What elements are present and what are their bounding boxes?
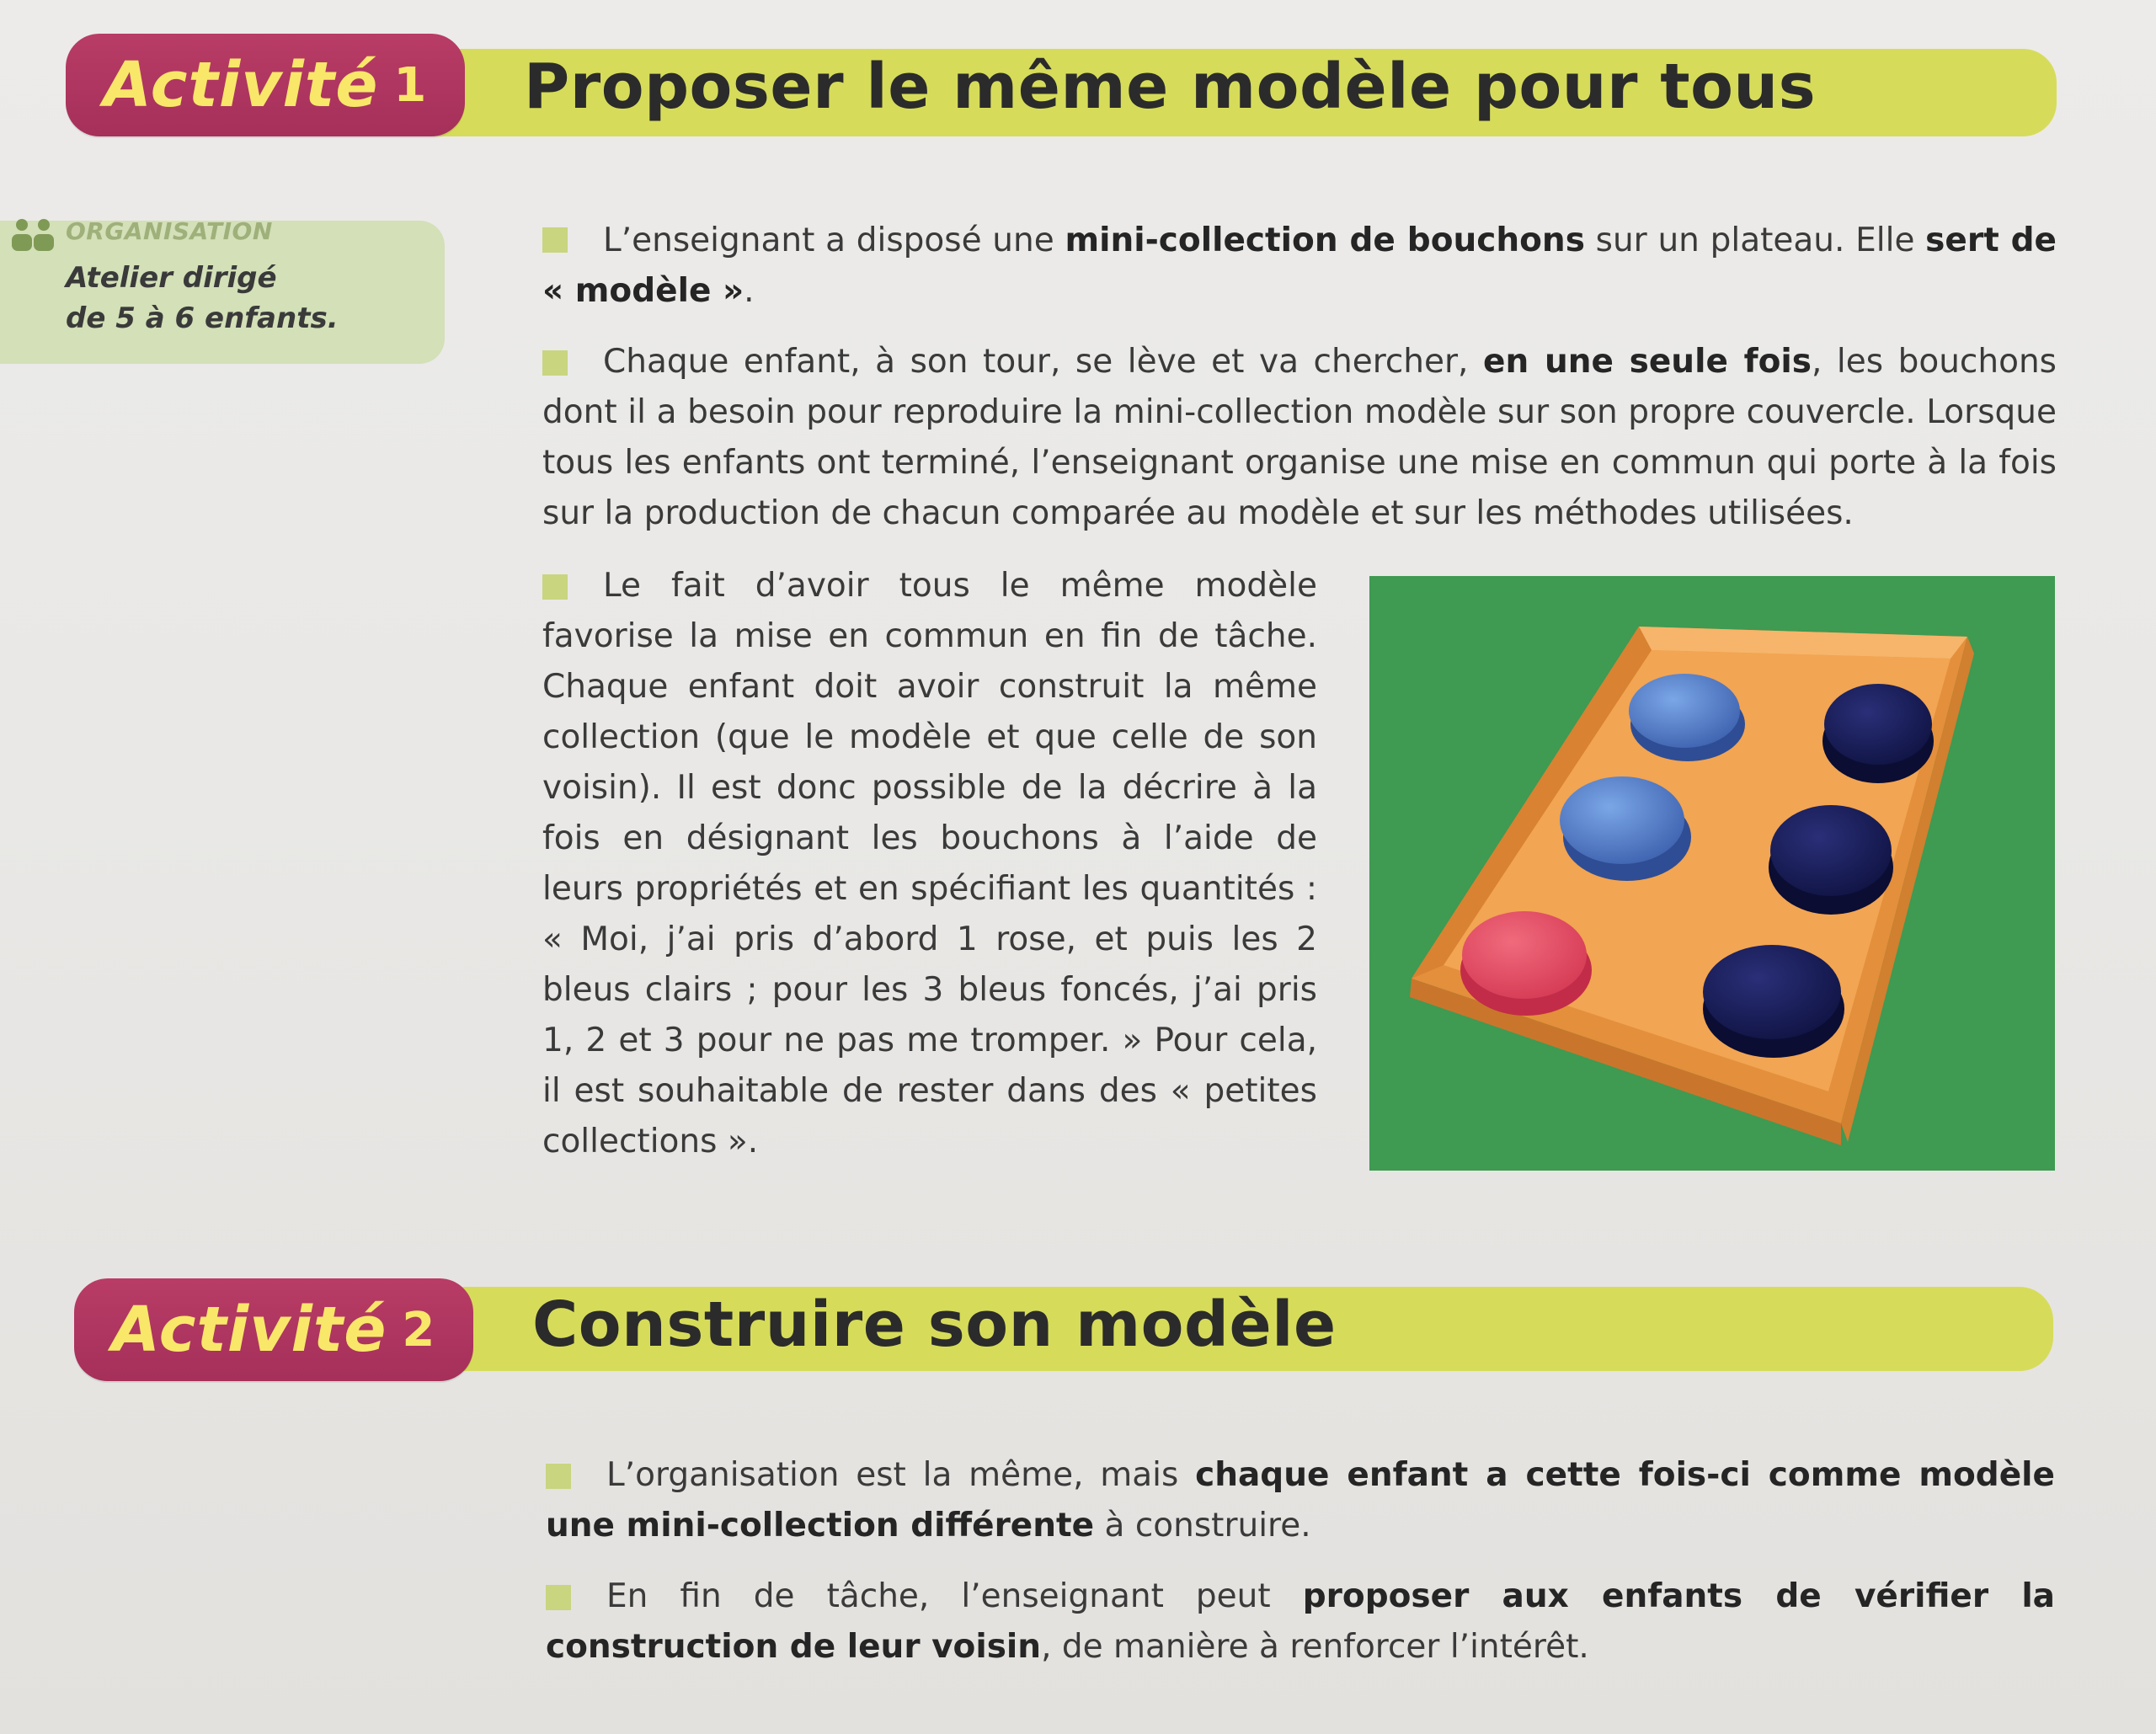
p1-text-1: L’enseignant a disposé une: [603, 221, 1065, 259]
paragraph-2: [542, 337, 2057, 539]
dark-blue-cap: [1769, 805, 1893, 915]
p5-bold-1: proposer aux enfants de vérifier la construction de leur voisin: [546, 1577, 2055, 1666]
paragraph-4: [546, 1450, 2055, 1551]
pink-cap: [1460, 911, 1592, 1016]
photo-tray-with-bottle-caps: [1369, 576, 2055, 1171]
p5-text-2: , de manière à renforcer l’intérêt.: [1041, 1628, 1589, 1666]
dark-blue-cap: [1703, 945, 1844, 1058]
organisation-heading: ORGANISATION: [66, 217, 273, 245]
p2-text-2: , les bouchons dont il a besoin pour reproduire la mini-collection modèle sur son propre couvercle. Lorsque tous les enfants ont terminé, l’enseignant organise une mise en commun qui porte à la fois sur la production de chacun comparée au modèle et sur les méthodes utilisées.: [542, 343, 2057, 532]
p2-text-1: Chaque enfant, à son tour, se lève et va chercher,: [603, 343, 1483, 381]
dark-blue-cap: [1822, 684, 1934, 783]
tray-illustration: [1369, 576, 2055, 1171]
activity-1-title: Proposer le même modèle pour tous: [524, 51, 1817, 123]
p4-bold-1: chaque enfant a cette fois-ci comme modèle une mini-collection différente: [546, 1456, 2055, 1545]
p5-text-1: En fin de tâche, l’enseignant peut: [606, 1577, 1303, 1615]
paragraph-5: [546, 1571, 2055, 1673]
activity-1-word: Activité: [103, 49, 379, 121]
organisation-line-1: Atelier dirigé: [66, 261, 277, 295]
activity-2-word: Activité: [111, 1294, 387, 1366]
organisation-line-2: de 5 à 6 enfants.: [66, 301, 339, 335]
activity-2-label: [74, 1278, 473, 1381]
p4-text-2: à construire.: [1094, 1507, 1311, 1545]
p1-text-3: .: [744, 272, 755, 310]
activity-1-number: 1: [393, 57, 428, 113]
paragraph-3: Le fait d’avoir tous le même modèle favorise la mise en commun en fin de tâche. Chaque enfant doit avoir construit la même collection (que le modèle et que celle de son voisin). Il est donc possible de la décrire à la fois en désignant les bouchons à l’aide de leurs propriétés et en spécifiant les quantités : « Moi, j’ai pris d’abord 1 rose, et puis les 2 bleus clairs ; pour les 3 bleus foncés, j’ai pris 1, 2 et 3 pour ne pas me tromper. » Pour cela, il est souhaitable de rester dans des « petites collections ».: [542, 567, 1317, 1160]
p2-bold-1: en une seule fois: [1483, 343, 1812, 381]
p1-bold-2: sert de « modèle »: [542, 221, 2057, 310]
paragraph-1: [542, 216, 2057, 317]
activity-1-label: [66, 34, 465, 136]
p1-text-2: sur un plateau. Elle: [1584, 221, 1926, 259]
people-icon: [10, 217, 57, 254]
p4-text-1: L’organisation est la même, mais: [606, 1456, 1196, 1494]
activity-2-number: 2: [402, 1302, 436, 1358]
p1-bold-1: mini-collection de bouchons: [1065, 221, 1585, 259]
activity-2-title: Construire son modèle: [532, 1288, 1337, 1361]
